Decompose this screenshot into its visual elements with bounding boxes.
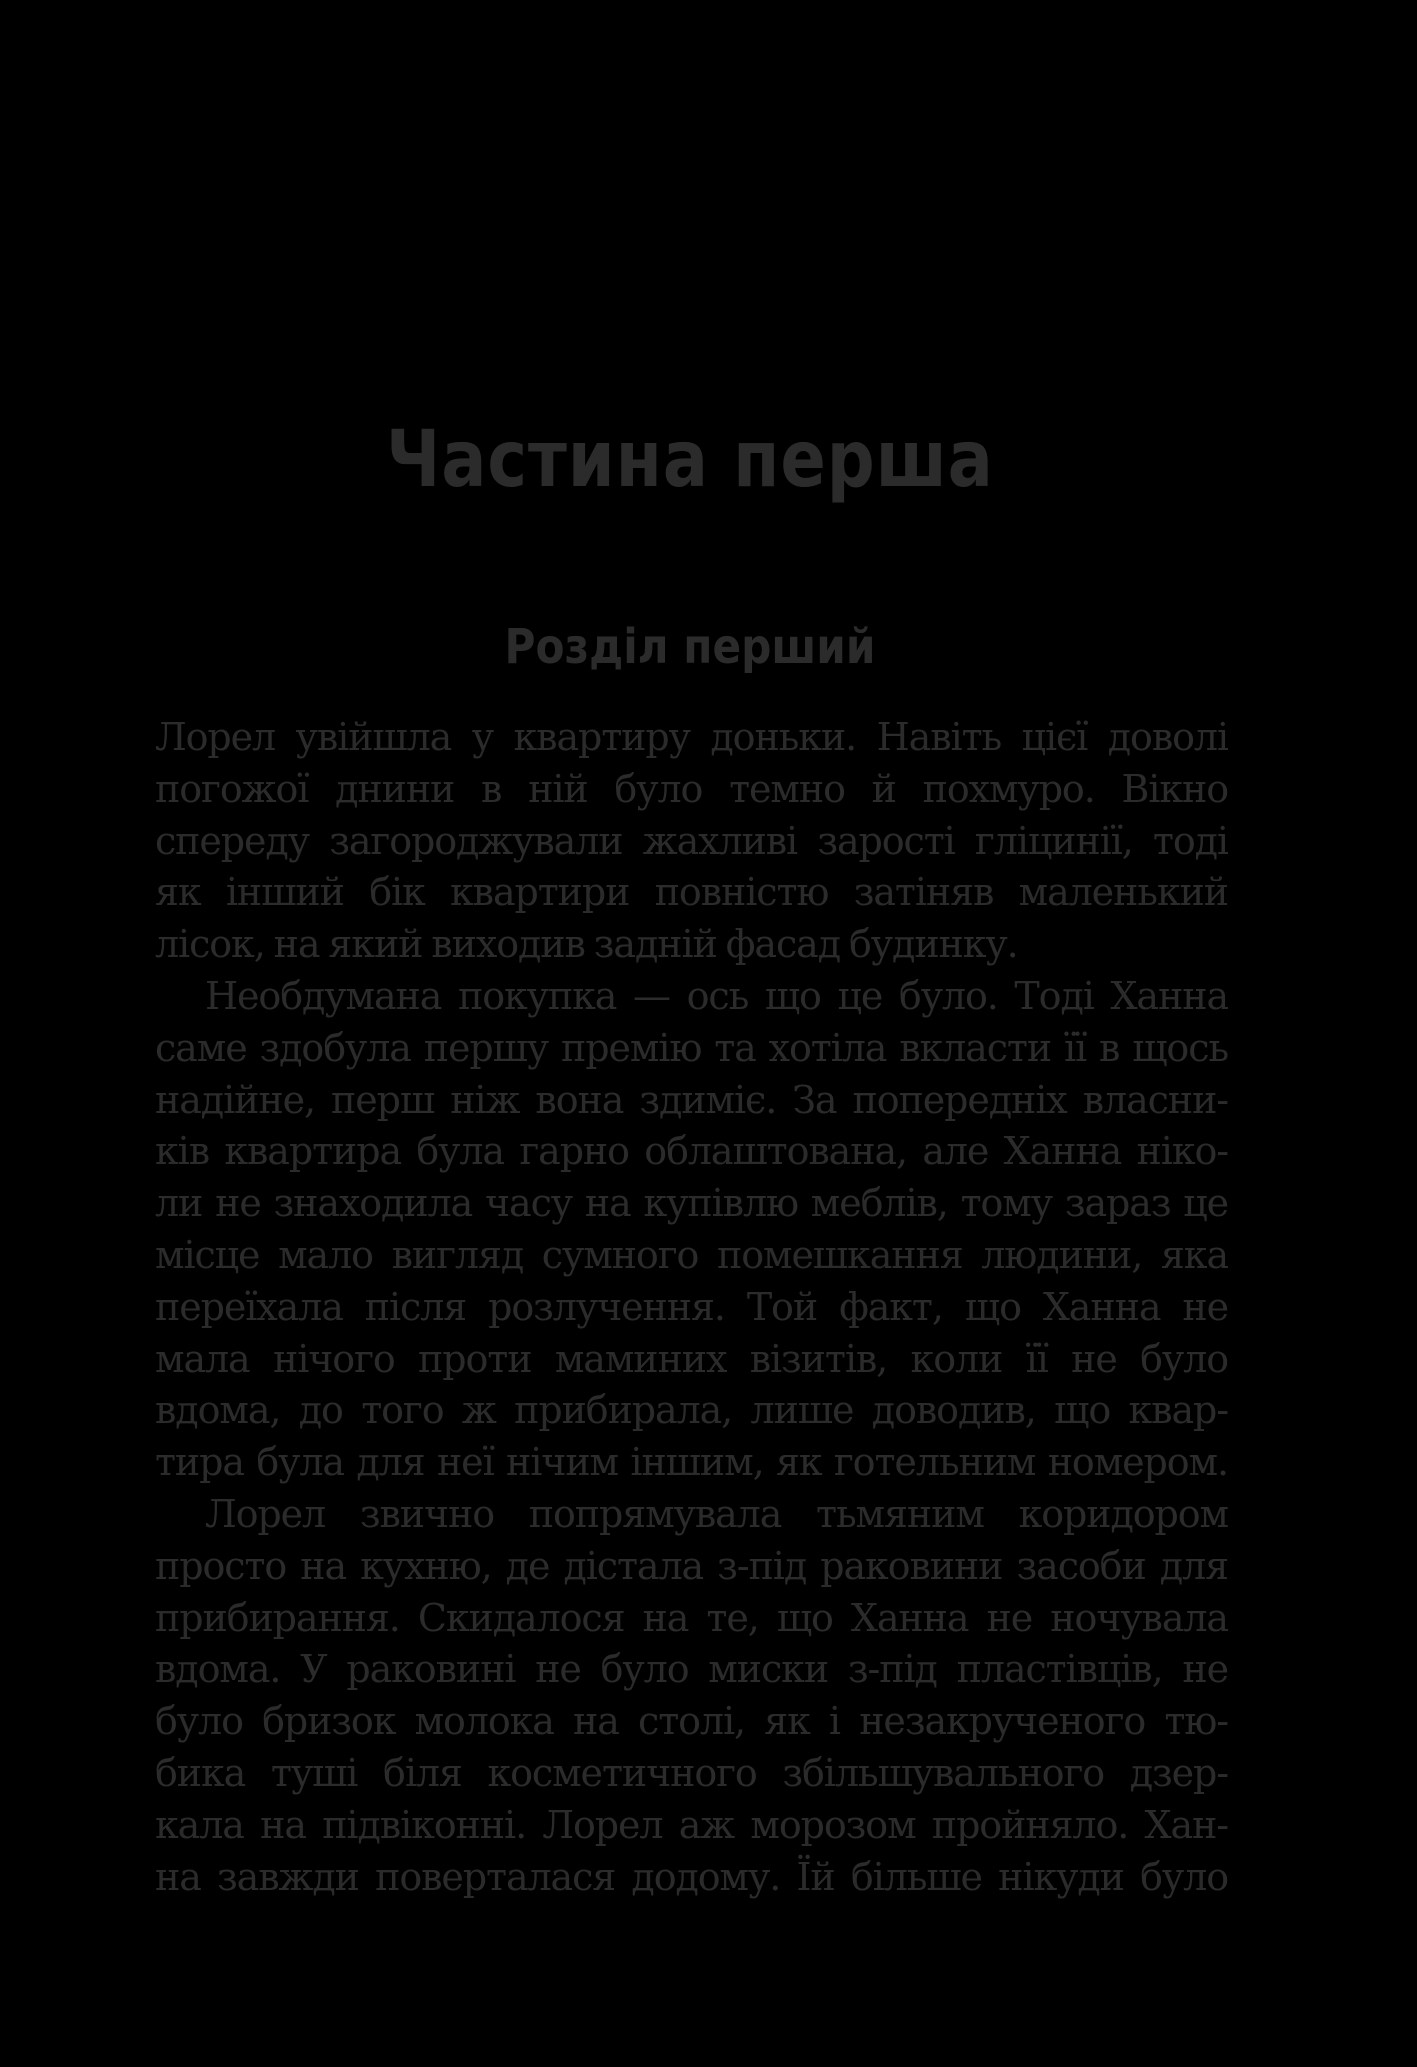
text-line: Лорел увійшла у квартиру доньки. Навіть цієї доволі xyxy=(155,715,1228,759)
text-line: тира була для неї нічим іншим, як готельним номером. xyxy=(155,1440,1228,1485)
text-line: вдома, до того ж прибирала, лише доводив, що квар- xyxy=(155,1388,1228,1433)
chapter-body xyxy=(155,712,1228,1903)
text-line: мала нічого проти маминих візитів, коли її не було xyxy=(155,1336,1228,1381)
text-line: Лорел звично попрямувала тьмяним коридором xyxy=(205,1491,1228,1536)
part-title: Частина перша xyxy=(386,415,994,505)
paragraph-2 xyxy=(155,971,1228,1489)
text-line: бика туші біля косметичного збільшувального дзер- xyxy=(155,1750,1228,1795)
text-line: погожої днини в ній було темно й похмуро. Вікно xyxy=(155,766,1228,811)
chapter-title: Розділ перший xyxy=(504,619,876,675)
text-line: на завжди поверталася додому. Їй більше нікуди було xyxy=(155,1854,1228,1899)
text-line: як інший бік квартири повністю затіняв маленький xyxy=(155,870,1228,915)
text-line: Необдумана покупка — ось що це було. Тоді Ханна xyxy=(205,973,1228,1018)
text-line: прибирання. Скидалося на те, що Ханна не ночувала xyxy=(155,1595,1228,1640)
text-line: місце мало вигляд сумного помешкання людини, яка xyxy=(155,1232,1228,1277)
text-line: ли не знаходила часу на купівлю меблів, тому зараз це xyxy=(155,1181,1228,1226)
text-line: кала на підвіконні. Лорел аж морозом пройняло. Хан- xyxy=(155,1802,1228,1847)
paragraph-3 xyxy=(155,1489,1228,1903)
text-line: було бризок молока на столі, як і незакрученого тю- xyxy=(155,1699,1228,1744)
text-line: лісок, на який виходив задній фасад будинку. xyxy=(155,922,1018,967)
text-line: просто на кухню, де дістала з-під раковини засоби для xyxy=(155,1543,1228,1588)
paragraph-1 xyxy=(155,712,1228,971)
text-line: ків квартира була гарно облаштована, але Ханна ніко- xyxy=(155,1129,1228,1174)
text-line: вдома. У раковині не було миски з-під пластівців, не xyxy=(155,1647,1228,1692)
text-line: переїхала після розлучення. Той факт, що Ханна не xyxy=(155,1284,1228,1329)
text-line: саме здобула першу премію та хотіла вкласти її в щось xyxy=(155,1025,1228,1070)
text-line: спереду загороджували жахливі зарості гліцинії, тоді xyxy=(155,818,1228,863)
text-line: надійне, перш ніж вона здиміє. За попередніх власни- xyxy=(155,1077,1228,1122)
